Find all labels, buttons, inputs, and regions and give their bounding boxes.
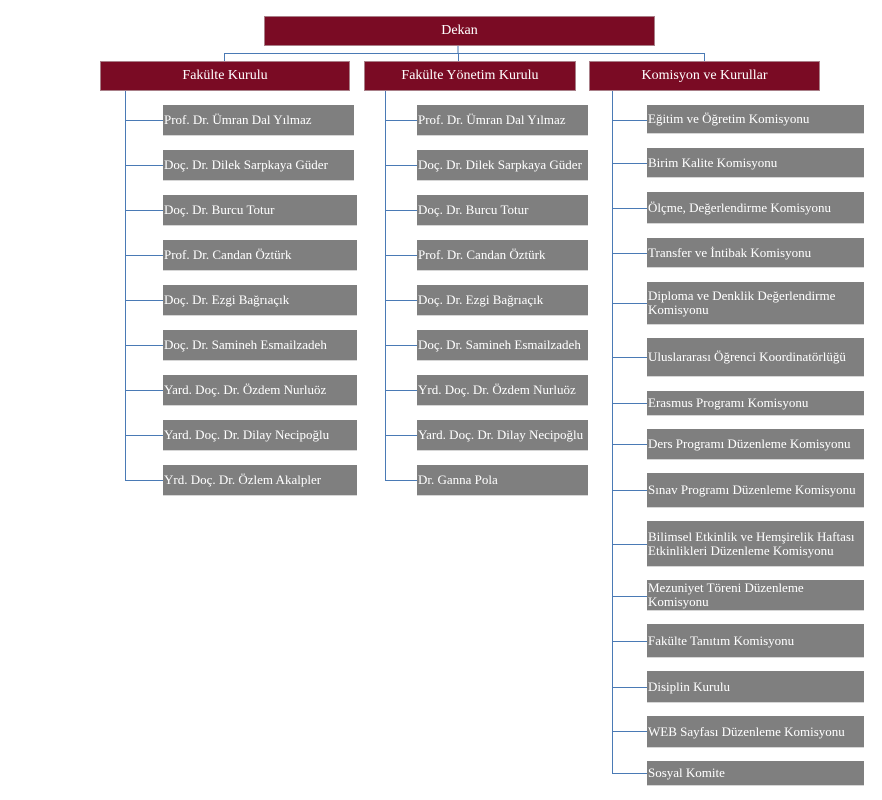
commission-item	[647, 473, 864, 508]
commission-item	[647, 671, 864, 703]
faculty-board-member	[163, 285, 357, 316]
commission-item	[647, 521, 864, 567]
member-name: Yard. Doç. Dr. Dilay Necipoğlu	[418, 427, 584, 442]
member-name: Yard. Doç. Dr. Özdem Nurluöz	[164, 382, 327, 397]
member-name: Doç. Dr. Samineh Esmailzadeh	[164, 337, 327, 352]
executive-board-member	[417, 375, 588, 406]
commission-name: WEB Sayfası Düzenleme Komisyonu	[648, 723, 845, 739]
commissions-title: Komisyon ve Kurullar	[641, 68, 768, 83]
commission-item	[647, 761, 864, 786]
commissions-header	[589, 61, 820, 91]
commission-name: Fakülte Tanıtım Komisyonu	[648, 632, 795, 648]
faculty-executive-board-title: Fakülte Yönetim Kurulu	[401, 68, 539, 83]
commission-item	[647, 282, 864, 325]
commission-name: Mezuniyet Töreni Düzenleme Komisyonu	[648, 580, 804, 609]
member-name: Yard. Doç. Dr. Dilay Necipoğlu	[164, 427, 330, 442]
member-name: Doç. Dr. Samineh Esmailzadeh	[418, 337, 581, 352]
commission-name: Ders Programı Düzenleme Komisyonu	[648, 436, 851, 451]
member-name: Doç. Dr. Burcu Totur	[164, 202, 275, 217]
commission-name: Sınav Programı Düzenleme Komisyonu	[648, 482, 856, 497]
commission-name: Transfer ve İntibak Komisyonu	[648, 244, 812, 260]
member-name: Prof. Dr. Ümran Dal Yılmaz	[164, 112, 312, 127]
commission-item	[647, 624, 864, 658]
member-name: Doç. Dr. Burcu Totur	[418, 202, 529, 217]
member-name: Yrd. Doç. Dr. Özlem Akalpler	[164, 472, 322, 487]
member-name: Prof. Dr. Candan Öztürk	[418, 247, 546, 262]
commission-item	[647, 716, 864, 748]
dean-label: Dekan	[441, 23, 478, 38]
faculty-board-member	[163, 150, 354, 181]
commission-item	[647, 148, 864, 178]
commission-item	[647, 105, 864, 134]
faculty-board-title: Fakülte Kurulu	[182, 68, 268, 83]
executive-board-member	[417, 105, 588, 136]
executive-board-member	[417, 150, 588, 181]
commission-name: Diploma ve Denklik Değerlendirme Komisyonu	[648, 288, 836, 317]
commission-item	[647, 580, 864, 611]
faculty-executive-board-header	[364, 61, 576, 91]
member-name: Doç. Dr. Ezgi Bağrıaçık	[164, 292, 290, 307]
dean-node	[264, 16, 655, 46]
member-name: Yrd. Doç. Dr. Özdem Nurluöz	[418, 382, 576, 397]
faculty-board-header	[100, 61, 350, 91]
commission-name: Ölçme, Değerlendirme Komisyonu	[648, 199, 832, 215]
commission-item	[647, 338, 864, 377]
faculty-board-member	[163, 465, 357, 496]
commission-name: Sosyal Komite	[648, 765, 725, 780]
executive-board-member	[417, 465, 588, 496]
executive-board-member	[417, 330, 588, 361]
commission-item	[647, 391, 864, 416]
commission-name: Uluslararası Öğrenci Koordinatörlüğü	[648, 349, 846, 364]
executive-board-member	[417, 240, 588, 271]
faculty-board-member	[163, 330, 357, 361]
commission-item	[647, 429, 864, 460]
member-name: Dr. Ganna Pola	[418, 472, 498, 487]
faculty-board-member	[163, 420, 357, 451]
member-name: Doç. Dr. Dilek Sarpkaya Güder	[164, 157, 328, 172]
commission-item	[647, 192, 864, 224]
faculty-board-member	[163, 240, 357, 271]
executive-board-member	[417, 285, 588, 316]
commission-name: Disiplin Kurulu	[648, 678, 730, 694]
commission-name: Eğitim ve Öğretim Komisyonu	[648, 111, 810, 126]
faculty-board-member	[163, 105, 354, 136]
member-name: Doç. Dr. Ezgi Bağrıaçık	[418, 292, 544, 307]
member-name: Prof. Dr. Ümran Dal Yılmaz	[418, 112, 566, 127]
commission-name: Birim Kalite Komisyonu	[648, 154, 778, 170]
faculty-board-member	[163, 375, 357, 406]
commission-name: Erasmus Programı Komisyonu	[648, 395, 809, 410]
member-name: Doç. Dr. Dilek Sarpkaya Güder	[418, 157, 582, 172]
faculty-board-member	[163, 195, 357, 226]
commission-item	[647, 238, 864, 268]
member-name: Prof. Dr. Candan Öztürk	[164, 247, 292, 262]
commission-name: Bilimsel Etkinlik ve Hemşirelik Haftası Etkinlikleri Düzenleme Komisyonu	[648, 528, 855, 558]
executive-board-member	[417, 195, 588, 226]
executive-board-member	[417, 420, 588, 451]
